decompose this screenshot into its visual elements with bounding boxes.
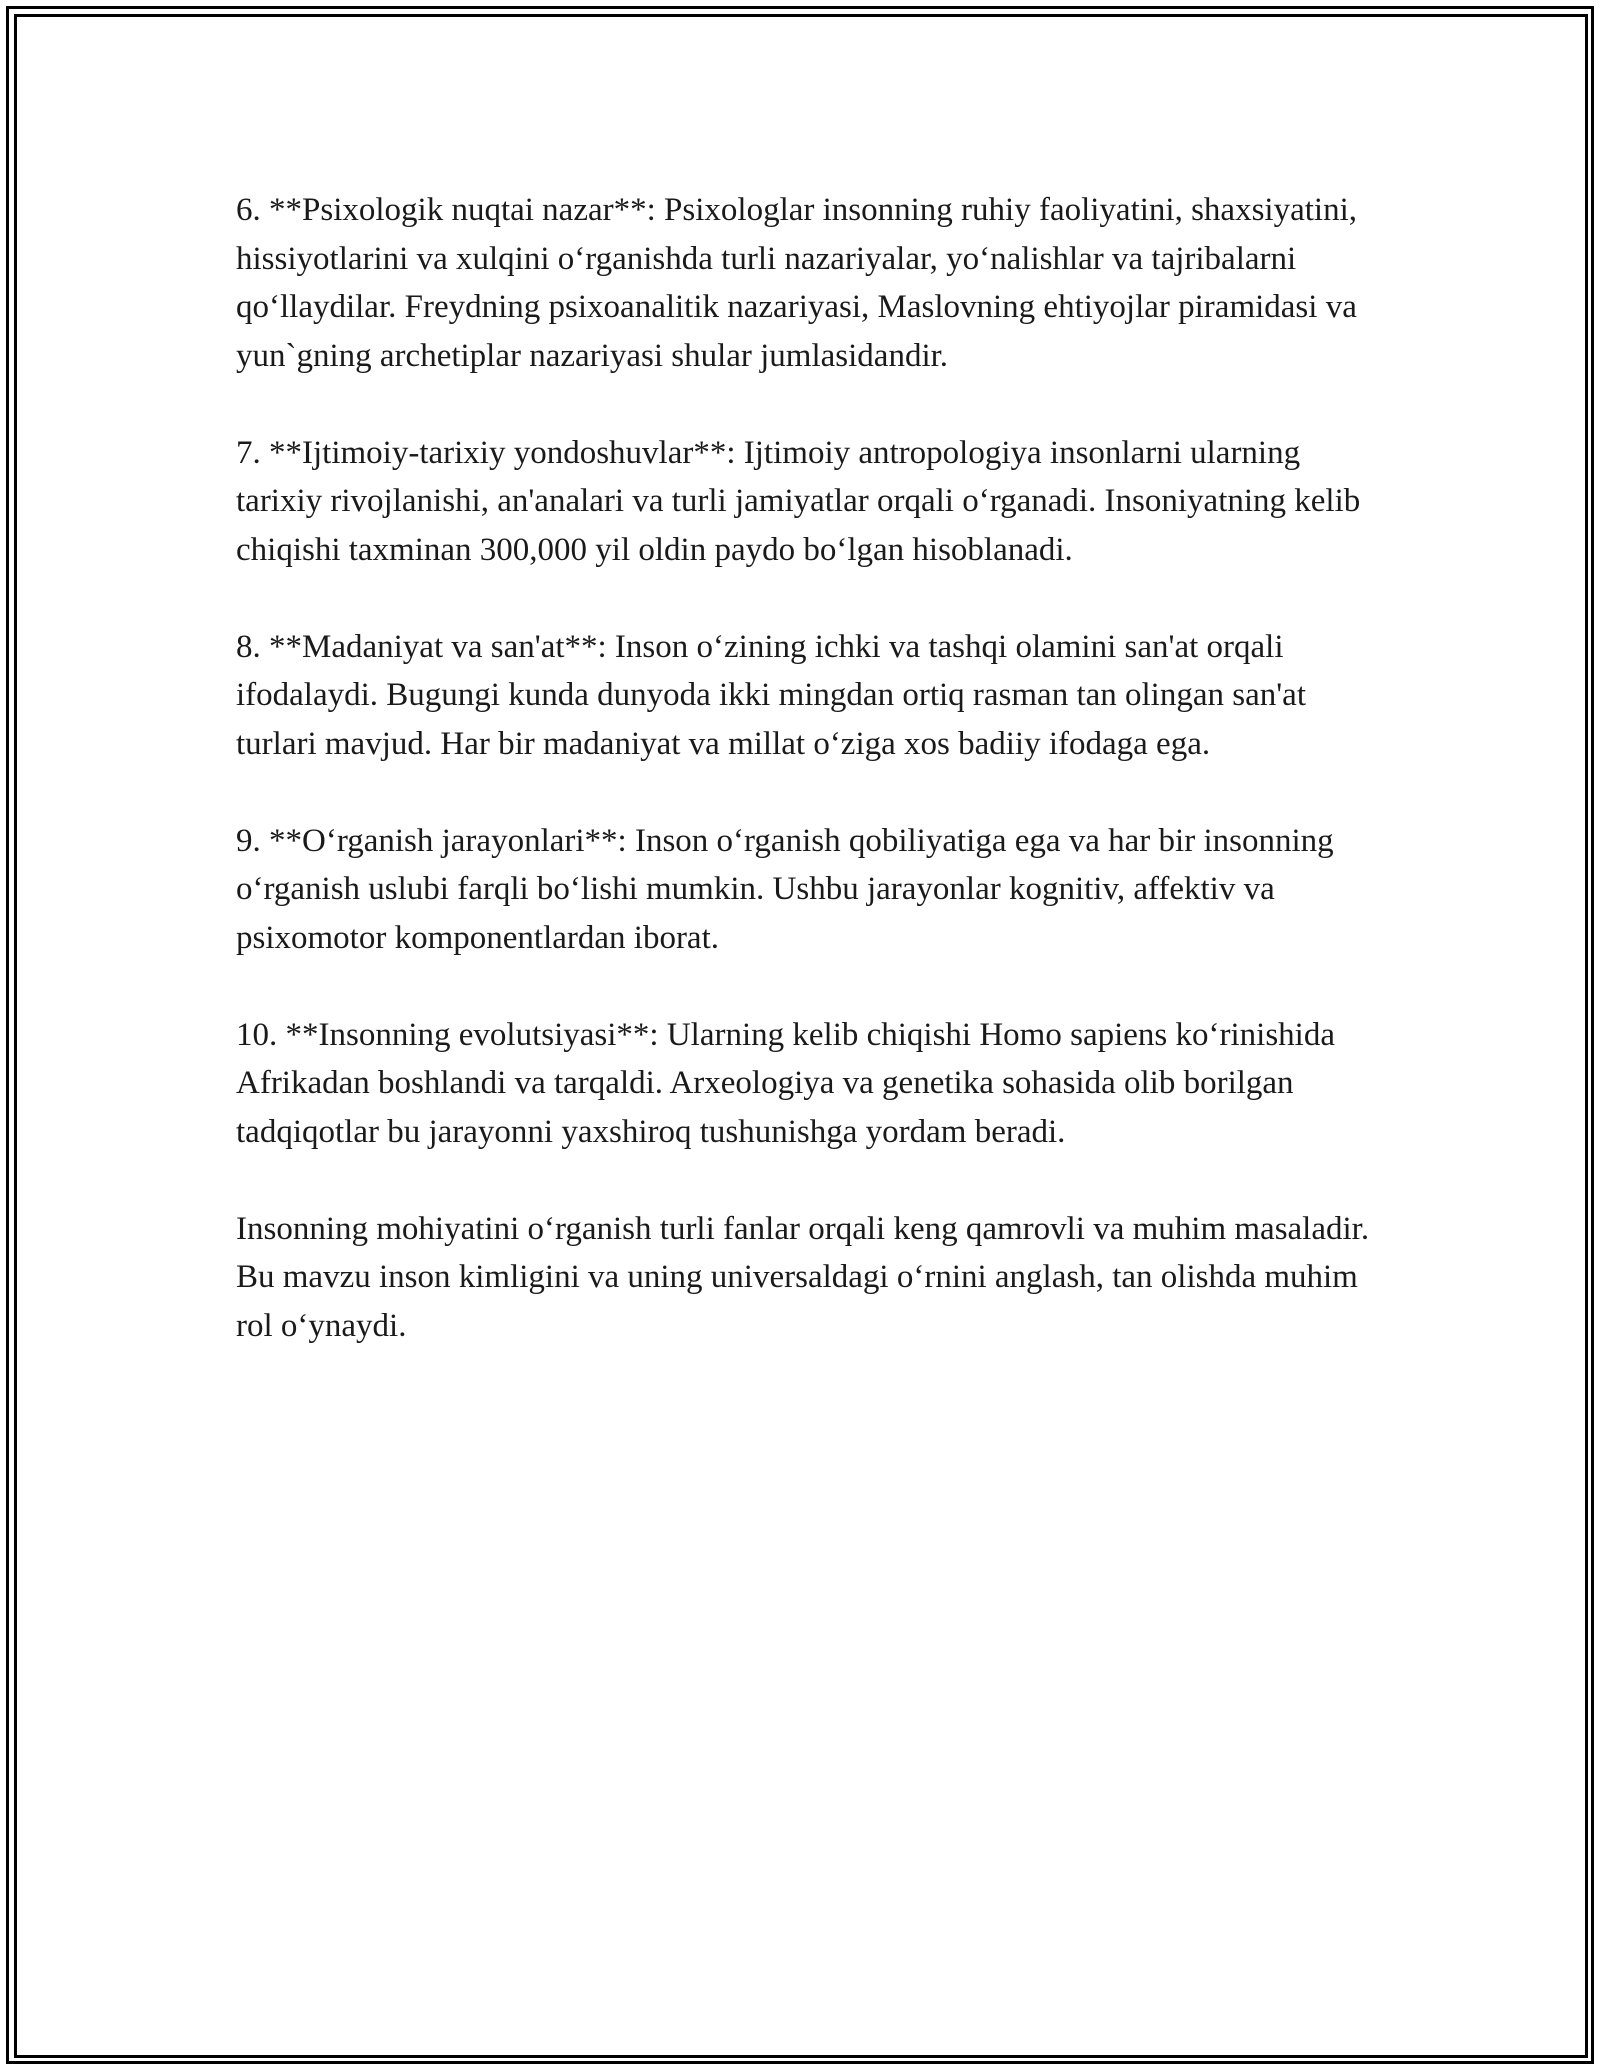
paragraph-madaniyat-va-sanat: 8. **Madaniyat va san'at**: Inson o‘zining ichki va tashqi olamini san'at orqali ifodalaydi. Bugungi kunda dunyoda ikki mingdan ortiq rasman tan olingan san'at turlari mavjud. Har bir madaniyat va millat o‘ziga xos badiiy ifodaga ega. <box>236 628 1307 762</box>
paragraph-conclusion: Insonning mohiyatini o‘rganish turli fanlar orqali keng qamrovli va muhim masaladir. Bu mavzu inson kimligini va uning universaldagi o‘rnini anglash, tan olishda muhim rol o‘ynaydi. <box>236 1210 1370 1344</box>
paragraph-ijtimoiy-tarixiy-yondoshuvlar: 7. **Ijtimoiy-tarixiy yondoshuvlar**: Ijtimoiy antropologiya insonlarni ularning tarixiy rivojlanishi, an'analari va turli jamiyatlar orqali o‘rganadi. Insoniyatning kelib chiqishi taxminan 300,000 yil oldin paydo bo‘lgan hisoblanadi. <box>236 434 1361 568</box>
paragraph-organish-jarayonlari: 9. **O‘rganish jarayonlari**: Inson o‘rganish qobiliyatiga ega va har bir insonning o‘rganish uslubi farqli bo‘lishi mumkin. Ushbu jarayonlar kognitiv, affektiv va psixomotor komponentlardan iborat. <box>236 822 1334 956</box>
paragraph-psixologik-nuqtai-nazar: 6. **Psixologik nuqtai nazar**: Psixologlar insonning ruhiy faoliyatini, shaxsiyatini, hissiyotlarini va xulqini o‘rganishda turli nazariyalar, yo‘nalishlar va tajribalarni qo‘llaydilar. Freydning psixoanalitik nazariyasi, Maslovning ehtiyojlar piramidasi va yun`gning archetiplar nazariyasi shular jumlasidandir. <box>236 192 1357 374</box>
document-body <box>236 186 1376 1399</box>
paragraph-insonning-evolutsiyasi: 10. **Insonning evolutsiyasi**: Ularning kelib chiqishi Homo sapiens ko‘rinishida Afrikadan boshlandi va tarqaldi. Arxeologiya va genetika sohasida olib borilgan tadqiqotlar bu jarayonni yaxshiroq tushunishga yordam beradi. <box>236 1016 1335 1150</box>
